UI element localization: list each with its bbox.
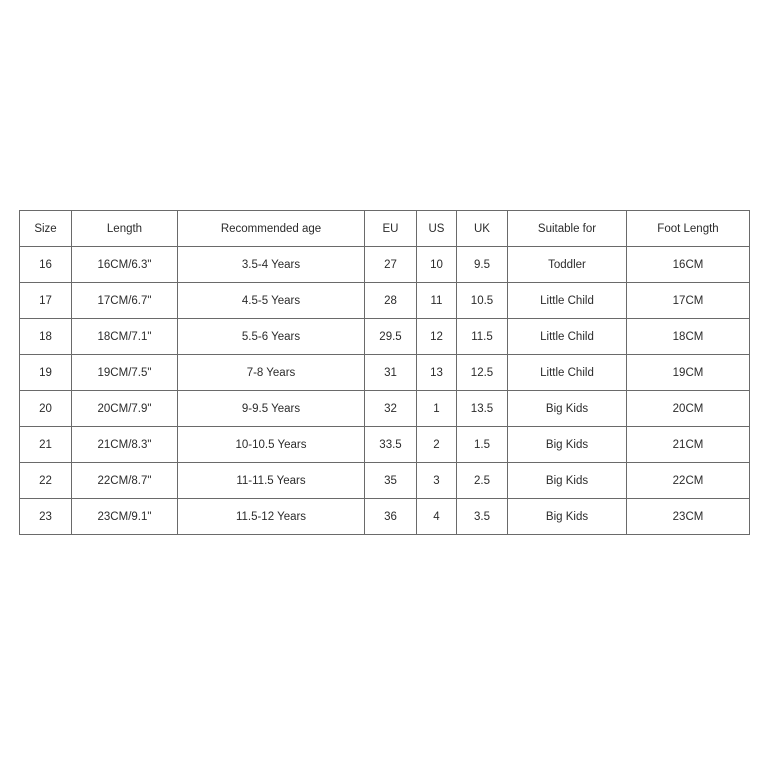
header-uk: UK bbox=[457, 211, 508, 247]
cell-length: 19CM/7.5" bbox=[72, 355, 178, 391]
table-row bbox=[20, 355, 750, 391]
cell-recommended-age: 5.5-6 Years bbox=[178, 319, 365, 355]
cell-us: 10 bbox=[417, 247, 457, 283]
table-row bbox=[20, 283, 750, 319]
table-row bbox=[20, 463, 750, 499]
cell-suitable-for: Big Kids bbox=[508, 427, 627, 463]
table-row bbox=[20, 319, 750, 355]
header-recommended-age: Recommended age bbox=[178, 211, 365, 247]
cell-suitable-for: Big Kids bbox=[508, 463, 627, 499]
cell-eu: 33.5 bbox=[365, 427, 417, 463]
cell-foot-length: 18CM bbox=[627, 319, 750, 355]
cell-eu: 35 bbox=[365, 463, 417, 499]
cell-size: 17 bbox=[20, 283, 72, 319]
table-header-row bbox=[20, 211, 750, 247]
cell-foot-length: 16CM bbox=[627, 247, 750, 283]
cell-length: 20CM/7.9" bbox=[72, 391, 178, 427]
cell-uk: 10.5 bbox=[457, 283, 508, 319]
header-foot-length: Foot Length bbox=[627, 211, 750, 247]
cell-eu: 31 bbox=[365, 355, 417, 391]
cell-foot-length: 21CM bbox=[627, 427, 750, 463]
cell-eu: 36 bbox=[365, 499, 417, 535]
header-suitable-for: Suitable for bbox=[508, 211, 627, 247]
cell-uk: 12.5 bbox=[457, 355, 508, 391]
header-length: Length bbox=[72, 211, 178, 247]
cell-suitable-for: Little Child bbox=[508, 283, 627, 319]
cell-length: 23CM/9.1" bbox=[72, 499, 178, 535]
cell-size: 19 bbox=[20, 355, 72, 391]
cell-us: 13 bbox=[417, 355, 457, 391]
size-chart-table bbox=[19, 210, 750, 535]
cell-eu: 32 bbox=[365, 391, 417, 427]
cell-recommended-age: 11-11.5 Years bbox=[178, 463, 365, 499]
header-size: Size bbox=[20, 211, 72, 247]
cell-us: 4 bbox=[417, 499, 457, 535]
cell-us: 11 bbox=[417, 283, 457, 319]
table-row bbox=[20, 391, 750, 427]
cell-eu: 28 bbox=[365, 283, 417, 319]
cell-uk: 3.5 bbox=[457, 499, 508, 535]
cell-length: 17CM/6.7" bbox=[72, 283, 178, 319]
cell-eu: 27 bbox=[365, 247, 417, 283]
table-row bbox=[20, 499, 750, 535]
cell-length: 22CM/8.7" bbox=[72, 463, 178, 499]
cell-uk: 1.5 bbox=[457, 427, 508, 463]
cell-recommended-age: 7-8 Years bbox=[178, 355, 365, 391]
cell-suitable-for: Big Kids bbox=[508, 499, 627, 535]
cell-foot-length: 22CM bbox=[627, 463, 750, 499]
cell-us: 3 bbox=[417, 463, 457, 499]
cell-length: 16CM/6.3" bbox=[72, 247, 178, 283]
header-eu: EU bbox=[365, 211, 417, 247]
cell-eu: 29.5 bbox=[365, 319, 417, 355]
cell-size: 22 bbox=[20, 463, 72, 499]
cell-recommended-age: 3.5-4 Years bbox=[178, 247, 365, 283]
cell-uk: 11.5 bbox=[457, 319, 508, 355]
cell-size: 18 bbox=[20, 319, 72, 355]
cell-size: 23 bbox=[20, 499, 72, 535]
cell-foot-length: 20CM bbox=[627, 391, 750, 427]
cell-us: 2 bbox=[417, 427, 457, 463]
cell-size: 21 bbox=[20, 427, 72, 463]
cell-recommended-age: 11.5-12 Years bbox=[178, 499, 365, 535]
cell-size: 20 bbox=[20, 391, 72, 427]
cell-uk: 2.5 bbox=[457, 463, 508, 499]
cell-length: 21CM/8.3" bbox=[72, 427, 178, 463]
cell-foot-length: 19CM bbox=[627, 355, 750, 391]
cell-suitable-for: Big Kids bbox=[508, 391, 627, 427]
table-row bbox=[20, 247, 750, 283]
cell-us: 12 bbox=[417, 319, 457, 355]
cell-uk: 13.5 bbox=[457, 391, 508, 427]
table-row bbox=[20, 427, 750, 463]
cell-recommended-age: 10-10.5 Years bbox=[178, 427, 365, 463]
cell-size: 16 bbox=[20, 247, 72, 283]
cell-recommended-age: 4.5-5 Years bbox=[178, 283, 365, 319]
cell-us: 1 bbox=[417, 391, 457, 427]
cell-foot-length: 23CM bbox=[627, 499, 750, 535]
header-us: US bbox=[417, 211, 457, 247]
cell-suitable-for: Little Child bbox=[508, 319, 627, 355]
cell-foot-length: 17CM bbox=[627, 283, 750, 319]
cell-length: 18CM/7.1" bbox=[72, 319, 178, 355]
cell-suitable-for: Little Child bbox=[508, 355, 627, 391]
cell-uk: 9.5 bbox=[457, 247, 508, 283]
cell-suitable-for: Toddler bbox=[508, 247, 627, 283]
cell-recommended-age: 9-9.5 Years bbox=[178, 391, 365, 427]
